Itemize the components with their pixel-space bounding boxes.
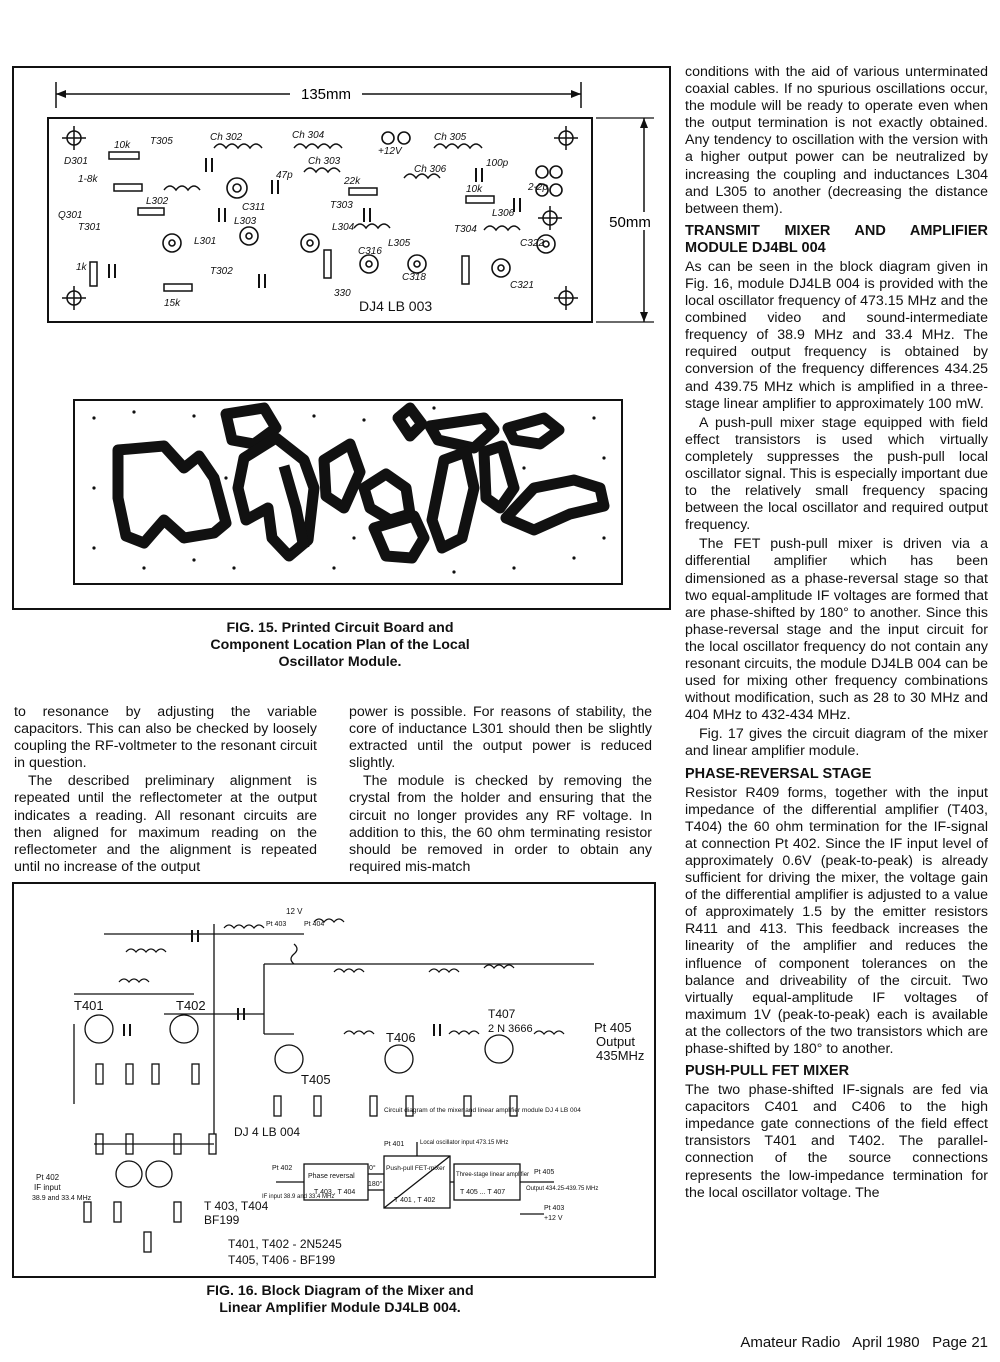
paragraph: The two phase-shifted IF-signals are fed via capacitors C401 and C406 to the high impedance gate connections of the field effect transistors T401 and T402. The parallel-connection of the source connections represents the low-impedance termination for the local oscillator voltage. The xyxy=(685,1082,988,1201)
part-label: +12V xyxy=(378,146,402,157)
part-label: L303 xyxy=(234,216,257,227)
fig15-height-label: 50mm xyxy=(609,214,651,231)
output-label: Output xyxy=(596,1034,636,1049)
block-amp-sub: T 405 ... T 407 xyxy=(460,1189,506,1196)
part-label: 22k xyxy=(344,176,361,187)
caption-line: FIG. 16. Block Diagram of the Mixer and xyxy=(206,1283,474,1299)
middle-column xyxy=(349,704,652,876)
part-label: T302 xyxy=(210,266,233,277)
paragraph: The described preliminary alignment is repeated until the reflectometer at the output indicates a reading. All resonant circuits are then aligned for maximum reading on the reflectometer and the alignment is repeated until no increase of the output xyxy=(14,773,317,875)
part-label: 2-2p xyxy=(528,182,549,193)
t401-label: T401 xyxy=(74,998,104,1013)
pt402-label: Pt 402 xyxy=(36,1173,60,1182)
part-label: C322 xyxy=(520,238,544,249)
part-label: L304 xyxy=(332,222,355,233)
paragraph: A push-pull mixer stage equipped with field effect transistors is used which virtually completely suppresses the push-pull local oscillator signal. This is especially important due to the relatively small frequency spacing between the local oscillator and required output frequency. xyxy=(685,414,988,534)
part-label: C311 xyxy=(242,202,266,213)
t407-type-label: 2 N 3666 xyxy=(488,1023,533,1035)
block-output: Output 434.25-439.75 MHz xyxy=(526,1186,599,1192)
section-heading: PUSH-PULL FET MIXER xyxy=(685,1063,850,1080)
output-freq-label: 435MHz xyxy=(596,1048,645,1063)
board-label: DJ4 LB 003 xyxy=(359,298,433,314)
part-label: Ch 305 xyxy=(434,132,467,143)
t405-label: T405 xyxy=(301,1072,331,1087)
part-label: L306 xyxy=(492,208,515,219)
block-180-deg: 180° xyxy=(368,1181,383,1188)
pt403-label: Pt 403 xyxy=(266,921,287,928)
paragraph: conditions with the aid of various unterminated coaxial cables. If no spurious oscillations occur, the module will be ready to operate even when the output termination is not exactly obtained. Any tendency to oscillation with the version with a higher output power can be neutralized by increasing the coupling and inductances L304 and L305 to another (decreasing the distance between them). xyxy=(685,64,988,217)
caption-line: Oscillator Module. xyxy=(278,654,402,670)
block-diagram-title: DJ 4 LB 004 xyxy=(234,1125,301,1139)
paragraph: As can be seen in the block diagram given in Fig. 16, module DJ4LB 004 is provided with the local oscillator frequency of 473.15 MHz and the combined video and sound-intermediate frequency of 38.9 MHz and 33.4 MHz. The required output frequency is obtained by conversion of the frequency differences 434.25 and 439.75 MHz which is amplified in a three-stage linear amplifier to approximately 100 mW. xyxy=(685,258,988,412)
caption-line: Linear Amplifier Module DJ4LB 004. xyxy=(219,1300,461,1316)
part-label: 1k xyxy=(76,262,87,273)
fig16-caption xyxy=(150,1283,530,1317)
t403-t404-label: T 403, T404 xyxy=(204,1199,269,1213)
part-label: C316 xyxy=(358,246,382,257)
caption-line: Component Location Plan of the Local xyxy=(210,637,470,653)
block-0-deg: 0° xyxy=(369,1165,376,1172)
circuit-caption: Circuit diagram of the mixer and linear amplifier module DJ 4 LB 004 xyxy=(384,1107,581,1114)
part-label: T301 xyxy=(78,222,101,233)
if-input-label: IF input xyxy=(34,1183,61,1192)
t406-label: T406 xyxy=(386,1030,416,1045)
12v-label: 12 V xyxy=(286,907,303,916)
part-label: L301 xyxy=(194,236,217,247)
part-label: 47p xyxy=(276,170,293,181)
part-label: Ch 303 xyxy=(308,156,341,167)
part-label: 330 xyxy=(334,288,351,299)
paragraph: The module is checked by removing the crystal from the holder and ensuring that the circuit no longer provides any RF voltage. In addition to this, the 60 ohm terminating resistor should be removed in order to obtain any required mis-match xyxy=(349,773,652,875)
block-pt403: Pt 403 xyxy=(544,1205,565,1212)
fig15-width-label: 135mm xyxy=(300,86,352,103)
part-label: 10k xyxy=(466,184,483,195)
if-input-freq-label: 38.9 and 33.4 MHz xyxy=(32,1195,92,1202)
caption-line: FIG. 15. Printed Circuit Board and xyxy=(226,620,454,636)
part-label: C321 xyxy=(510,280,534,291)
block-phase-reversal: Phase reversal xyxy=(308,1173,355,1180)
section-heading: PHASE-REVERSAL STAGE xyxy=(685,765,872,782)
part-label: T304 xyxy=(454,224,477,235)
paragraph: The FET push-pull mixer is driven via a differential amplifier which has been dimensioned as a phase-reversal stage so that two equal-amplitude IF voltages are formed that are phase-shifted by 180° to another. Since this phase-reversal stage and the input circuit for the local oscillator frequency do not contain any resonant circuits, the module DJ4LB 004 can be used for mixing other frequency combinations without modification, such as 28 to 30 MHz and 404 MHz to 432-434 MHz. xyxy=(685,536,988,724)
fig15-caption xyxy=(150,620,530,671)
part-label: T305 xyxy=(150,136,173,147)
section-heading: TRANSMIT MIXER AND AMPLIFIER MODULE DJ4BL 004 xyxy=(685,222,988,256)
block-lo-input: Local oscillator input 473.15 MHz xyxy=(420,1140,509,1146)
block-fet-sub: T 401 , T 402 xyxy=(394,1197,436,1204)
part-label: Ch 306 xyxy=(414,164,447,175)
t407-label: T407 xyxy=(488,1007,516,1021)
block-pt401: Pt 401 xyxy=(384,1141,405,1148)
paragraph: Resistor R409 forms, together with the input impedance of the differential amplifier (T403, T404) the 60 ohm termination for the IF-signal at connection Pt 402. Since the IF input level of approximately 0.6V (peak-to-peak) is already sufficient for driving the mixer, the voltage gain of the differential amplifier is adjusted to a value of approximately 1.5 by the emitter resistors R411 and 413. This feedback increases the linearity of the amplifier and reduces the influence of component tolerances on the balance and driveability of the circuit. Two virtually equal-amplitude IF voltages of maximum 1V (peak-to-peak) each is available at the collectors of the two transistors which are phase-shifted by 180° to another. xyxy=(685,784,988,1057)
paragraph: Fig. 17 gives the circuit diagram of the mixer and linear amplifier module. xyxy=(685,726,988,760)
part-label: D301 xyxy=(64,156,88,167)
part-label: 15k xyxy=(164,298,181,309)
fig15-component-plan xyxy=(14,68,669,608)
bf199-label: BF199 xyxy=(204,1213,240,1227)
pt404-label: Pt 404 xyxy=(304,921,325,928)
part-label: 10k xyxy=(114,140,131,151)
part-label: T303 xyxy=(330,200,353,211)
paragraph: power is possible. For reasons of stability, the core of inductance L301 should then be slightly extracted until the output power is reduced slightly. xyxy=(349,704,652,772)
block-fet-mixer: Push-pull FET-mixer xyxy=(386,1165,445,1172)
block-amplifier: Three-stage linear amplifier xyxy=(456,1172,530,1178)
left-column xyxy=(14,704,317,876)
fig16-circuit-diagram xyxy=(14,884,654,1276)
right-column xyxy=(685,64,988,1202)
block-pt402: Pt 402 xyxy=(272,1165,293,1172)
part-label: Ch 304 xyxy=(292,130,325,141)
block-12v: +12 V xyxy=(544,1215,563,1222)
part-label: C318 xyxy=(402,272,426,283)
fig15-frame xyxy=(12,66,671,610)
fig16-frame xyxy=(12,882,656,1278)
part-label: L302 xyxy=(146,196,169,207)
transistor-legend-line: T405, T406 - BF199 xyxy=(228,1253,336,1267)
transistor-legend-line: T401, T402 - 2N5245 xyxy=(228,1237,342,1251)
part-label: 100p xyxy=(486,158,509,169)
block-pt405: Pt 405 xyxy=(534,1169,555,1176)
paragraph: to resonance by adjusting the variable capacitors. This can also be checked by loosely coupling the RF-voltmeter to the resonant circuit in question. xyxy=(14,704,317,772)
t402-label: T402 xyxy=(176,998,206,1013)
block-if-input: IF input 38.9 and 33.4 MHz xyxy=(262,1194,335,1200)
page-footer: Amateur Radio April 1980 Page 21 xyxy=(740,1334,988,1351)
part-label: 1-8k xyxy=(78,174,98,185)
pt405-label: Pt 405 xyxy=(594,1020,632,1035)
part-label: Q301 xyxy=(58,210,83,221)
block-phase-sub: T 403 , T 404 xyxy=(314,1189,356,1196)
part-label: L305 xyxy=(388,238,411,249)
part-label: Ch 302 xyxy=(210,132,243,143)
